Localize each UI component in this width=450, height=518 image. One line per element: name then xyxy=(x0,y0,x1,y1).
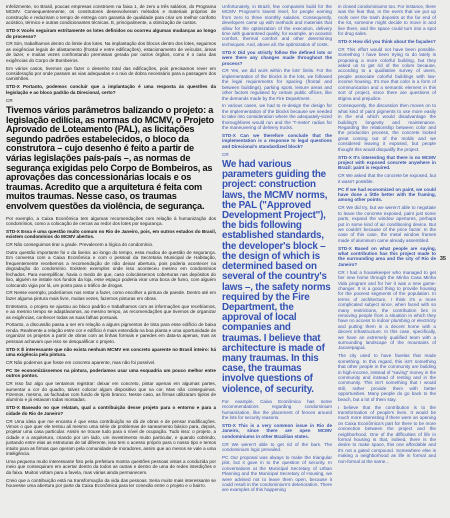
paragraph: CR Isso faz algo que tentamos registrar: deixar em concreto, pintar apenas em algumas partes, aumentar a cor do quadro, talvez colocar algum dispositivo que na cor. Mas não conseguimos. Fizemos, mesmo, as fachadas com fundo de tijolo branco. Nesse caso, as firmas utilizaram tijolos de alumínio e já estavam todas montadas. xyxy=(6,381,216,403)
paragraph: CR Não podemos que fosse em concreto aparente, mas não foi possível. xyxy=(6,359,156,365)
interview-question: STD-X Baseado no que relatam, qual a contribuição desse projeto para o entorno e para a cidade do Rio de Janeiro? xyxy=(6,405,216,416)
interview-question: PC If we had economized on paint, we could have done a little better with the framing, among other points. xyxy=(338,186,436,203)
paragraph: PC Our proposal was always to make the triangular plot, but it gave in to the question of security. In conversations at the Municipal Secretary of Urban Planning and the Municipal Secretary of Housing, we were advised not to leave them open, because it could result in the condominium's deterioration. There are examples of this happening xyxy=(222,454,332,493)
paragraph: Por exemplo, a Caixa Econômica tem algumas recomendações com relação à humanização dos condomínios, como a colocação de cercas ao redor dos lotes por segurança. xyxy=(6,215,216,226)
paragraph: For example, Caixa Econômica has some recommendations regarding condominium humanization, like the placement of fences around the lots for security reasons. xyxy=(222,398,332,420)
paragraph: Uma pequena muito interessante foto pela prefeitura mostra questões pessoas vistas a conduzida por meio que consequiram em acertar dentro da todos as outras e dentro de uma de redes interdições e da faixa. Muitos voltam para a favela, mas várias ainda permanecem. xyxy=(6,458,216,475)
paragraph: CR We asked that the concrete be exposed, but it wasn't possible. xyxy=(338,173,436,184)
paragraph: in closed condominiums too. For instance, there was the fear that, in the event that we put up roofs over the trash deposits at the far end of the lot, someone might decide to move in and live there, and the space could turn into a spot for drug sales. xyxy=(338,4,436,37)
paragraph: CR I had a housekeeper who managed to get her new home through the Minha Casa Minha Vida program and for her it was a new game-changer. It is a good thing to provide housing for the poorest segments of the population. In terms of architecture, I think it's a more complicated subject since, when faced with so many restrictions, the contribution lies in removing people from a situation in which they have no access to indoor plumbing or electricity and putting them in a decent home with a decent infrastructure. In this case, specifically, we have an extremely qualified team with a surrounding landscape of the mountains of Jacarepaguá. xyxy=(338,269,436,351)
pull-quote: Tivemos vários parâmetros balizando o projeto: a legislação edilícia, as normas do MCMV, o Projeto Aprovado de Loteamento (PAL), as licitações segundo padrões estabelecidos, o bloco da construtora – cujo desenho é feito a partir de várias legislações país-país –, as normas de segurança exigidas pelo Corpo de Bombeiros, as aprovações das concessionárias locais e os traumas. Acredito que a arquitetura é feita com muitos traumas. Nesse caso, os traumas envolvem questões da violência, de segurança. xyxy=(6,105,214,211)
paragraph: CR Não conseguimos tirar a grade. Prevalecem a lógica do condomínio. xyxy=(6,242,154,248)
interview-question: STD-X Vocês seguiram estritamente os lotes definidos ou ocorreu algumas mudanças ao longo do processo? xyxy=(6,28,216,39)
paragraph: Infelizmente, no Brasil, poucas empresas constroem na faixa 1, de zero a três salários, do Programa MCMV. Consequentemente, os construtores desenvolveram métodos e materiais próprios de construção e reduziram o tempo de entrega com garantia de qualidade para criar um melhor conforto acústico, térmico e outras condicionantes técnicas. E, principalmente, a otimização de custos. xyxy=(6,4,216,26)
paragraph: CR Sim, trabalhamos dentro do limite dos lotes. Na implantação dos blocos dentro dos lotes, seguimos as exigências legais de afastamento (frontal e entre edificações), estacionamento de veículos, áreas de lazer, e muitas vezes confrontando premissas gerada por outros órgãos, como é o caso das exigências do Corpo de Bombeiros. xyxy=(6,41,216,63)
paragraph: CR Nesse exemplo, poderíamos nos restar a fazer, como escolher a pintura de parede. Dentro até em fazer alguma pintura mais livre, muitas vezes, fazemos pinturas em obras. xyxy=(6,290,216,301)
paragraph: CR Uma ideia que me encanta é que essa contribuição se dá de obras e de pensar modificações. Vimos o que quer ele tentou ali mesmo uma série de problemas de saneamento básico para, depois, projetar uma casa particular. Assim se trouxe tudo para o nível de ocupação. Tudo isso: o projeto, a cidade e a arquitetura, criando por um lado, um investimento muito particular, e quando cobrindo, juntando entre elas as estruturas de tal diferente, isso tem o acesso próprio para o nosso tipo e temos intuito para as firmas que operam pela comunidade de moradores, assim que ao menos se vale a uma inteligência. xyxy=(6,418,216,456)
paragraph: CR We weren't able to get rid of the bars. The condominium logic prevailed. xyxy=(222,441,332,452)
paragraph: Outra questão importante foi o da lixeira: ao longo do tempo, essa mudou de questão de segurança. Em conversa com a Caixa Econômica e com o pessoal da Secretaria Municipal de Habitação, frequentemente recebemos a recomendação de não deixar abertura, pois poderia acontecer na degradação do condomínio. Existem exemplos onde isso aconteceu mesmo em condomínios fechados. Para exemplificar, havia o medo de que, caso colocássemos coberturas nas depósitos do lixo, alguém se instale nos fundos da loja, esse espaço poderia virar uma boca de fumo, com alguém colocando vigia por lá, um ponto para o tráfico de drogas. xyxy=(6,250,216,288)
pull-quote: We had various parameters guiding the project: construction laws, the MCMV norms, the PAL ("Approved Development Project"), the bids following established standards, the developer's block – the design of which is determined based on several of the country's laws –, the safety norms required by the Fire Department, the approval of local companies and traumas. I believe that architecture is made of many traumas. In this case, the traumas involve questions of violence, of security. xyxy=(222,159,331,395)
portuguese-column xyxy=(6,4,216,514)
paragraph: Em vários casos, tivemos que fazer o desenho total das edificações, pois precisamos rever em consideração por onde passam as vias adequadas e o raio de dobra necessário para a passagem dos caminhões. xyxy=(6,65,216,82)
paragraph: Creio que a contribuição está na transformação da vida das pessoas. Seria muito mais interessante se houvesse uma abertura por parte da Caixa Econômica para ter conexão entre o projeto e o bairro. xyxy=(6,477,216,488)
interview-question: PC Se economizássemos na pintura, poderíamos usar uma esquadria um pouco melhor entre outros pontos. xyxy=(6,367,216,379)
paragraph: I believe that the contribution is to the transformation of people's lives. It would be much more interesting if there were an opening on Caixa Econômica's part for there to be more connection between the project and the neighborhood. One of the difficulties of life in formal housing is that, indeed, there is the desire to make space, this one affordable and it's not a gated compound. Somewhere else is making a neighborhood as life in formal and non-formal at the same... xyxy=(338,404,436,464)
english-column-middle xyxy=(222,4,332,514)
english-column-right xyxy=(338,4,436,514)
interview-question: STD-X This is a very common issue in Rio de Janeiro, since there are open MCMV condominiums in other Brazilian states. xyxy=(222,422,332,439)
paragraph: CR Yes, we did work within the lots' limits. For the implementation of the blocks in the lots, we followed the legal requirements for spacing (frontal and between buildings), parking spots, leisure areas and other factors regulated by certain public offices, like the demands made by the Fire Department. xyxy=(222,68,332,101)
paragraph: CR We did try, but we weren't able to negotiate to leave the concrete exposed, paint just some parts, expand the window apertures, perhaps put in some kind of air conditioning device. But we couldn't because of the price factor. In the case of this case, the metal window frames made of aluminum came already assembled. xyxy=(338,205,436,243)
interview-question: STD-X É interessante que não exista nenhum MCMV em concreto aparente no Brasil inteiro: há uma exigência pela pintura. xyxy=(6,346,216,357)
page-number: 35 xyxy=(439,256,446,262)
paragraph: Entretanto, o projeto se ajustou ao bloco padrão e trabalhamos com as informações que recebíamos, e ao mesmo tempo se adaptávamos, ao mesmo tempo, as recomendações que tivemos de organizar as exigências, conhecer todas as suas falhas pontuais. xyxy=(6,303,216,320)
text-columns xyxy=(6,4,442,514)
interview-question: STD-X It's interesting that there is no MCMV project with exposed concrete anywhere in Brazil: paint is required. xyxy=(338,154,436,171)
paragraph: Unfortunately, in Brazil, few companies build for the MCMV Program's lowest level, for people earning from zero to three monthly salaries. Consequently, developers came up with methods and materials that allow for the optimization of the execution, delivery time with guaranteed quality, for example, an acoustic comfort, thermal comfort and other determining techniques. And, above all, the optimization of costs. xyxy=(222,4,332,47)
interview-question: STD-X Portanto, podemos concluir que a implantação é uma resposta às questões da legislação e ao bloco padrão da Direcional, certo? xyxy=(6,84,216,95)
paragraph: CR xyxy=(6,97,13,103)
paragraph: Consequently, the discussion then moves on to what kind of paint pigments to use more easily in the end which would disadvantage the building's longevity and maintenance. Regarding the relationship between color and the production process, the concrete looked great coming out of the molds and we considered leaving it exposed, but people thought this would disqualify the project. xyxy=(338,103,436,152)
interview-question: STD-X Essa é uma questão muito comum no Rio de Janeiro, pois, em outros estados do Brasil, existem condomínios do MCMV abertos. xyxy=(6,228,216,240)
interview-question: STD-X How did you think about the façades? xyxy=(338,38,436,44)
paragraph: Portanto, a discussão passa a ser em relação a alguns pigmentos de tinta para esse edifício de baixa renda. Realmente a relação entre cor e edifício é mais entendida na boa planta e uma oportunidade de organizar os projetos a partir de obras com as linhas formais e paredes em data-ta apenas, mas as pessoas achavam que isso se desqualificar o projeto. xyxy=(6,322,216,344)
interview-question: STD-X Based on what people are saying, what contribution has this project made to the surrounding area and the city of Rio de Janeiro? xyxy=(338,245,436,267)
paragraph: The city used to have favelas that made something. In this regard, this isn't something that other people in the community are building in high-income, instead of "saving" money in the community and instead of renting and in the community. This isn't something that I would still, rather provide them with better opportunities. Many people do go back to the beach, but a lot of them stay. xyxy=(338,353,436,402)
interview-question: STD-X Did you strictly follow the defined lots or were there any changes made throughout the process? xyxy=(222,49,332,66)
paragraph: In various cases, we had to re-design the design for the implementation of the blocks because we needed to take into consideration where the adequately-sized thoroughfares would run and the 'T-meter' radius for the maneuvering of delivery trucks. xyxy=(222,103,332,131)
paragraph: CR This effort would not have been possible. Something I have been trying to do lately is proposing a more colorful building, but they asked us to get rid of the colors because, according to a qualitative survey of users, people associate colorful buildings with low-income housing. It's true that color is a form of communication and a semantic element in this sort of project, since there are questions of stigma and prejudice. xyxy=(338,46,436,101)
paragraph: CR xyxy=(222,151,229,157)
interview-question: STD-X Can we therefore conclude that the implementation is a response to legal questions and Direcional's standardized block? xyxy=(222,132,332,149)
